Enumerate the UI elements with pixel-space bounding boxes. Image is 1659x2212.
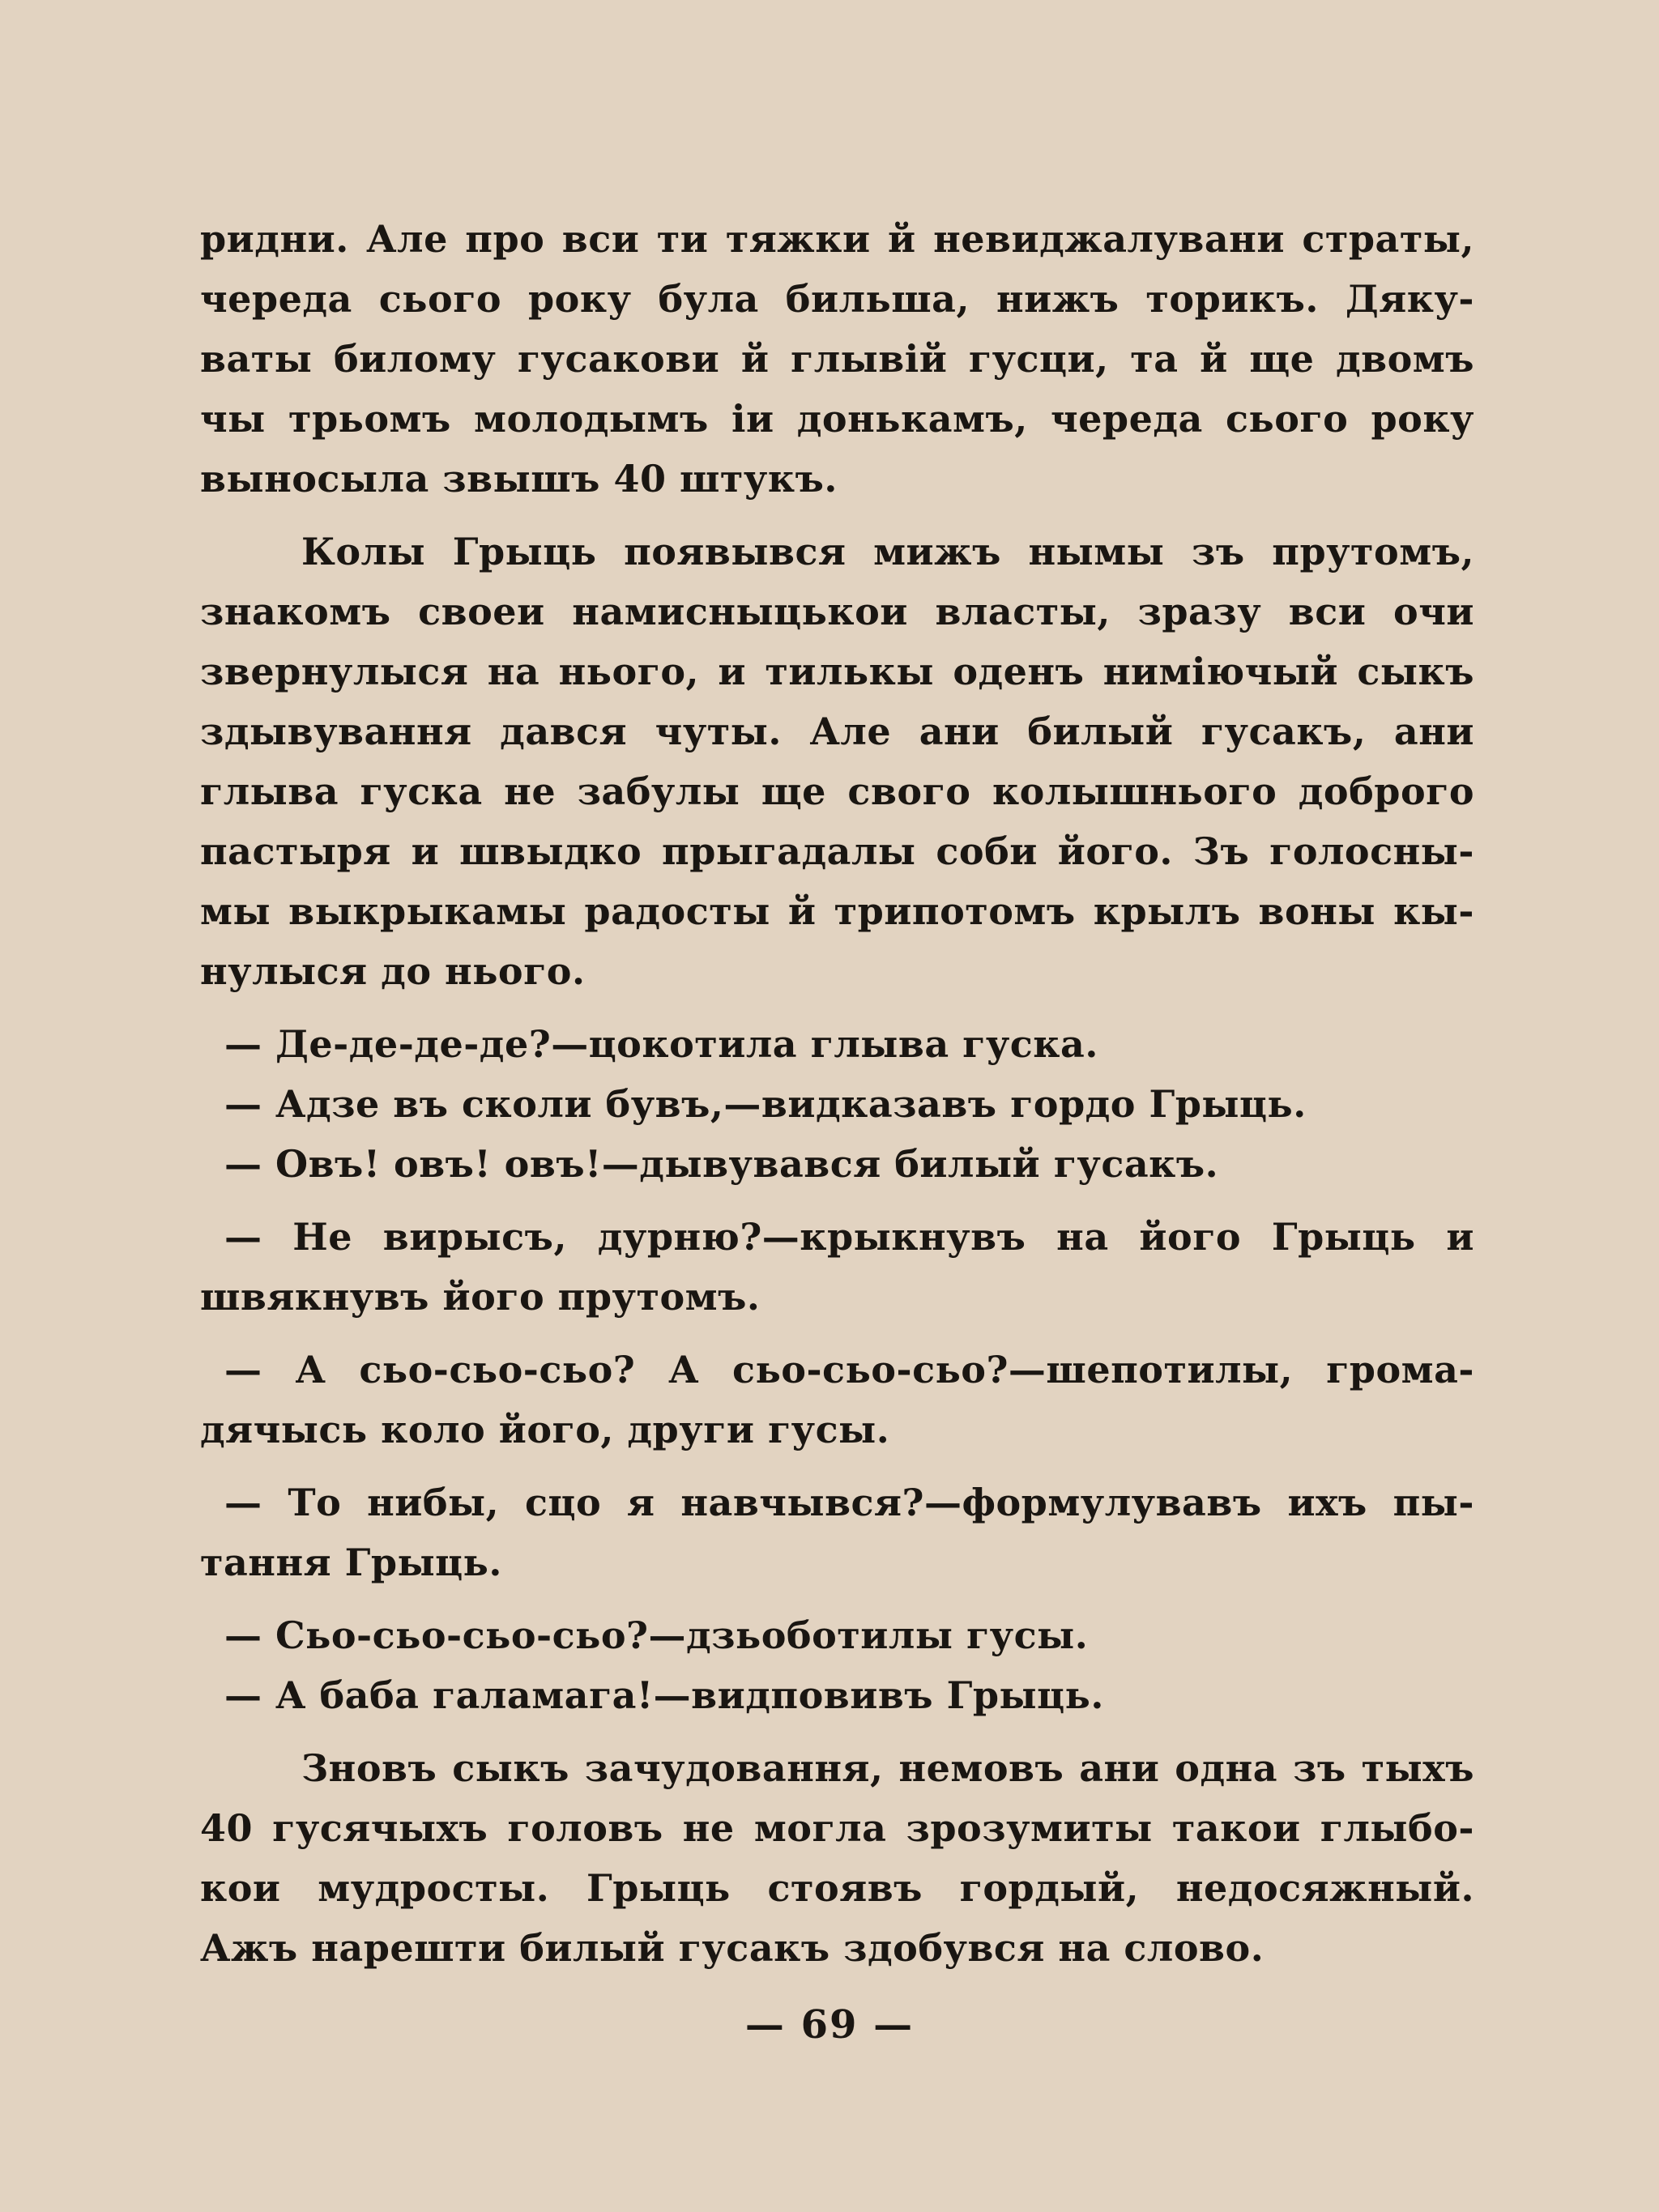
text-line: выносыла звышъ 40 штукъ.: [200, 457, 838, 501]
dialogue-line: — Адзе въ сколи бувъ,—видказавъ гордо Грыць.: [224, 1082, 1307, 1126]
text-line: чы трьомъ молодымъ іи донькамъ, череда сього року: [200, 397, 1474, 441]
dialogue-line: — А сьо-сьо-сьо? А сьо-сьо-сьо?—шепотилы, грома-: [224, 1348, 1474, 1392]
text-line: череда сього року була бильша, нижъ торикъ. Дяку-: [200, 277, 1474, 321]
text-line: Зновъ сыкъ зачудовання, немовъ ани одна зъ тыхъ: [301, 1746, 1474, 1790]
text-line: Колы Грыць появывся мижъ нымы зъ прутомъ,: [301, 530, 1474, 573]
dialogue-line: — Не вирысъ, дурню?—крыкнувъ на його Грыць и: [224, 1215, 1474, 1259]
text-line: ваты билому гусакови й глывій гусци, та й ще двомъ: [200, 337, 1474, 381]
text-line: нулыся до нього.: [200, 949, 586, 993]
text-line: звернулыся на нього, и тилькы оденъ ниміючый сыкъ: [200, 650, 1474, 693]
dialogue-line: — Овъ! овъ! овъ!—дывувався билый гусакъ.: [224, 1142, 1219, 1186]
text-line: ридни. Але про вси ти тяжки й невиджалувани страты,: [200, 217, 1474, 261]
dialogue-line: — То нибы, сцо я навчывся?—формулувавъ ихъ пы-: [224, 1481, 1474, 1524]
dialogue-line: — Сьо-сьо-сьо-сьо?—дзьоботилы гусы.: [224, 1613, 1089, 1657]
text-line: 40 гусячыхъ головъ не могла зрозумиты такои глыбо-: [200, 1806, 1474, 1850]
text-line: Ажъ нарешти билый гусакъ здобувся на слово.: [200, 1926, 1265, 1970]
dialogue-line: — Де-де-де-де?—цокотила глыва гуска.: [224, 1022, 1098, 1066]
text-line: мы выкрыкамы радосты й трипотомъ крылъ воны кы-: [200, 889, 1474, 933]
text-line: швякнувъ його прутомъ.: [200, 1275, 761, 1319]
text-line: тання Грыць.: [200, 1541, 502, 1584]
text-line: знакомъ своеи намисныцькои власты, зразу вси очи: [200, 590, 1474, 633]
page-text: [200, 209, 1474, 1978]
text-line: глыва гуска не забулы ще свого колышнього доброго: [200, 769, 1474, 813]
text-line: дячысь коло його, други гусы.: [200, 1408, 890, 1451]
text-line: кои мудросты. Грыць стоявъ гордый, недосяжный.: [200, 1866, 1474, 1910]
text-line: пастыря и швыдко прыгадалы соби його. Зъ голосны-: [200, 829, 1474, 873]
text-line: здывування дався чуты. Але ани билый гусакъ, ани: [200, 710, 1474, 753]
dialogue-line: — А баба галамага!—видповивъ Грыць.: [224, 1673, 1104, 1717]
page-number: — 69 —: [744, 2002, 915, 2048]
